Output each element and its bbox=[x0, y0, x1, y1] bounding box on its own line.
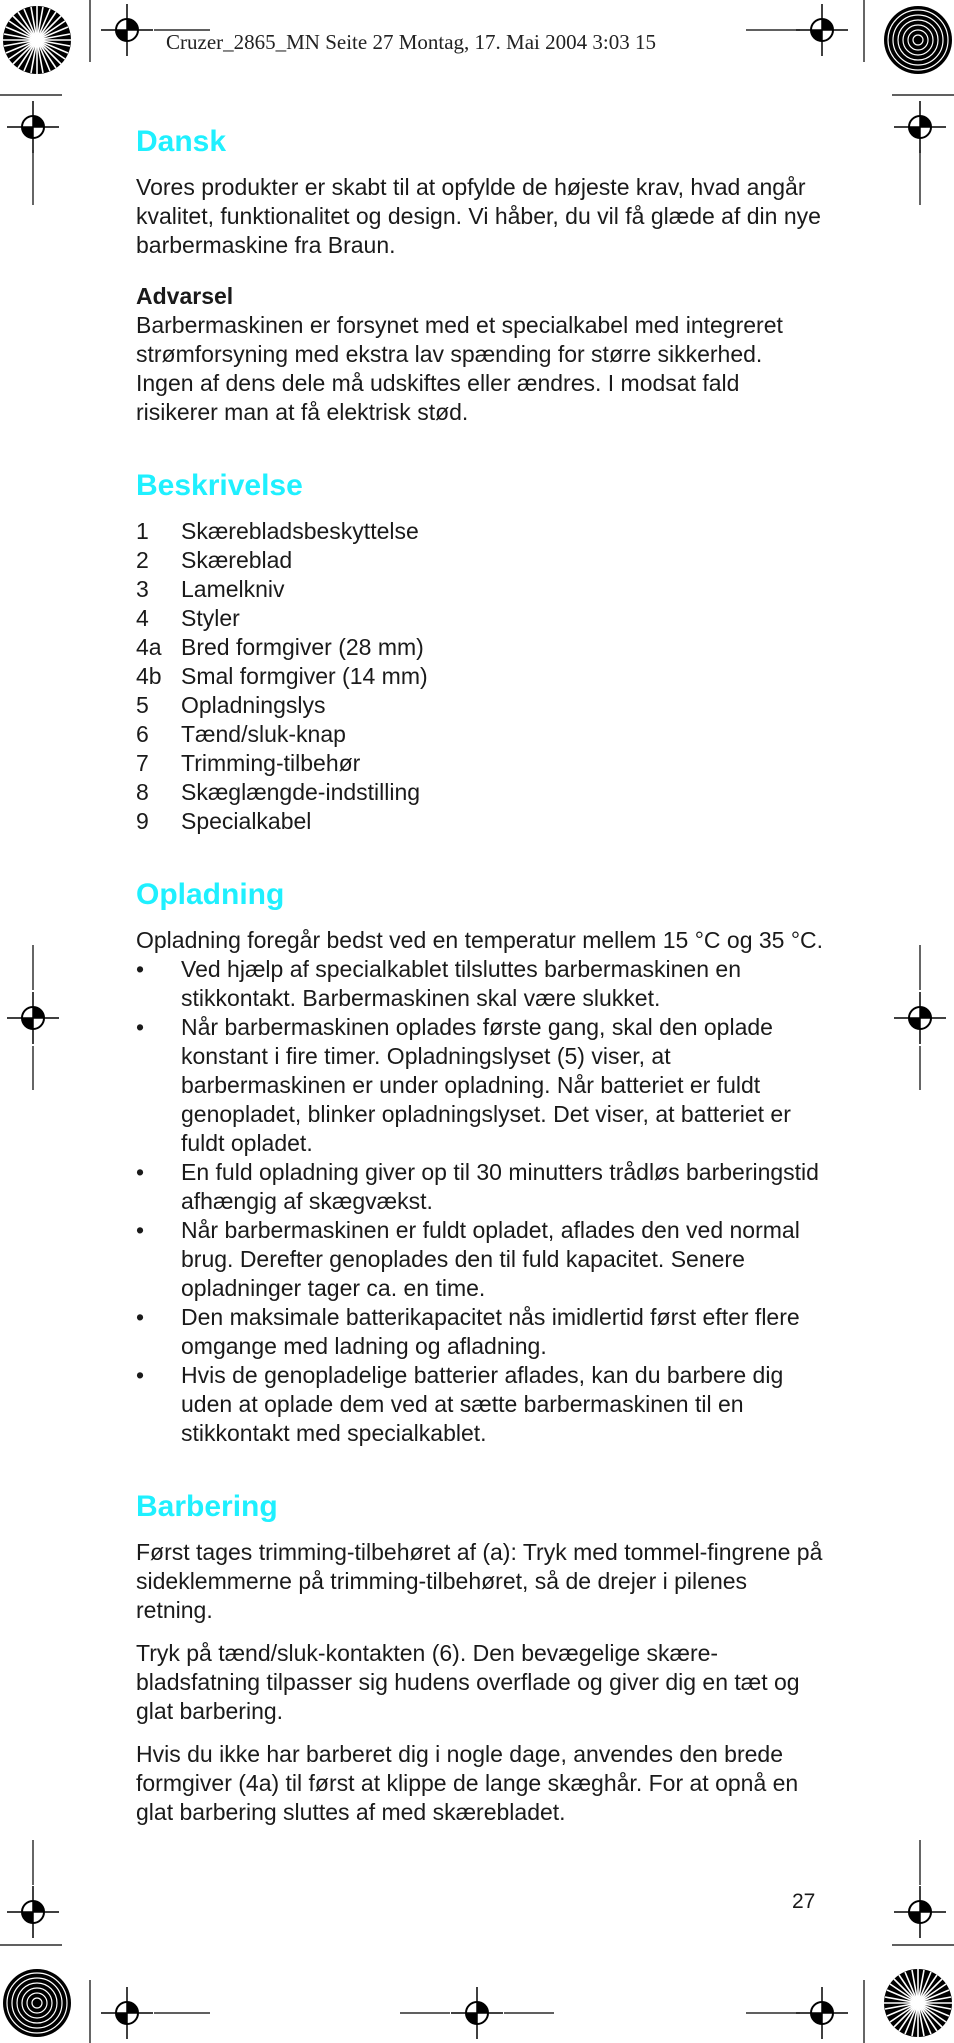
bullet-icon: • bbox=[136, 1217, 145, 1243]
page-number: 27 bbox=[792, 1890, 816, 1913]
item-number: 3 bbox=[136, 576, 149, 602]
item-number: 8 bbox=[136, 779, 149, 805]
item-label: Smal formgiver (14 mm) bbox=[181, 663, 428, 689]
charging-intro: Opladning foregår bedst ved en temperatur mellem 15 °C og 35 °C. bbox=[136, 927, 824, 953]
list-item bbox=[136, 517, 826, 546]
bullet-text: Den maksimale batterikapacitet nås imidlertid først efter flere omgange med ladning og afladning. bbox=[181, 1304, 800, 1359]
bullet-text: Når barbermaskinen er fuldt opladet, aflades den ved normal brug. Derefter genoplades den til fuld kapacitet. Senere opladninger tager ca. en time. bbox=[181, 1217, 800, 1301]
list-item bbox=[136, 720, 826, 749]
bullet-text: En fuld opladning giver op til 30 minutters trådløs barberingstid afhængig af skægvækst. bbox=[181, 1159, 819, 1214]
item-number: 4a bbox=[136, 634, 162, 660]
list-item bbox=[136, 1013, 826, 1158]
intro-paragraph: Vores produkter er skabt til at opfylde de højeste krav, hvad angår kvalitet, funktionalitet og design. Vi håber, du vil få glæde af din nye barbermaskine fra Braun. bbox=[136, 174, 821, 258]
item-number: 4 bbox=[136, 605, 149, 631]
list-item bbox=[136, 807, 826, 836]
list-item bbox=[136, 604, 826, 633]
section-intro bbox=[136, 123, 826, 427]
list-item bbox=[136, 575, 826, 604]
section-title-barbering: Barbering bbox=[136, 1490, 278, 1523]
bullet-text: Ved hjælp af specialkablet tilsluttes barbermaskinen en stikkontakt. Barbermaskinen skal være slukket. bbox=[181, 956, 741, 1011]
bullet-text: Hvis de genopladelige batterier aflades, kan du barbere dig uden at oplade dem ved at sætte barbermaskinen til en stikkontakt med specialkablet. bbox=[181, 1362, 784, 1446]
section-title-beskrivelse: Beskrivelse bbox=[136, 469, 303, 502]
list-item bbox=[136, 1216, 826, 1303]
charging-bullets bbox=[136, 955, 826, 1448]
bullet-icon: • bbox=[136, 1362, 145, 1388]
item-number: 4b bbox=[136, 663, 162, 689]
section-title-dansk: Dansk bbox=[136, 125, 227, 158]
section-charging bbox=[136, 876, 826, 1448]
item-label: Styler bbox=[181, 605, 240, 631]
page-content bbox=[136, 123, 826, 1827]
item-label: Skæglængde-indstilling bbox=[181, 779, 421, 805]
bullet-icon: • bbox=[136, 956, 145, 982]
item-label: Trimming-tilbehør bbox=[181, 750, 361, 776]
item-label: Opladningslys bbox=[181, 692, 326, 718]
item-number: 1 bbox=[136, 518, 149, 544]
bullet-icon: • bbox=[136, 1014, 145, 1040]
list-item bbox=[136, 662, 826, 691]
item-label: Skæreblad bbox=[181, 547, 293, 573]
bullet-icon: • bbox=[136, 1304, 145, 1330]
list-item bbox=[136, 633, 826, 662]
bullet-text: Når barbermaskinen oplades første gang, skal den oplade konstant i fire timer. Opladningslyset (5) viser, at barbermaskinen er under opladning. Når batteriet er fuldt genopladet, blinker opladningslyset. Det viser, at batteriet er fuldt opladet. bbox=[181, 1014, 791, 1156]
item-label: Tænd/sluk-knap bbox=[181, 721, 346, 747]
list-item bbox=[136, 1158, 826, 1216]
print-slug: Cruzer_2865_MN Seite 27 Montag, 17. Mai 2004 3:03 15 bbox=[166, 30, 656, 54]
parts-list bbox=[136, 517, 826, 836]
item-label: Lamelkniv bbox=[181, 576, 285, 602]
item-label: Specialkabel bbox=[181, 808, 312, 834]
item-number: 2 bbox=[136, 547, 149, 573]
bullet-icon: • bbox=[136, 1159, 145, 1185]
item-number: 7 bbox=[136, 750, 149, 776]
list-item bbox=[136, 1361, 826, 1448]
item-number: 9 bbox=[136, 808, 149, 834]
section-shaving bbox=[136, 1488, 826, 1827]
item-number: 5 bbox=[136, 692, 149, 718]
item-label: Bred formgiver (28 mm) bbox=[181, 634, 424, 660]
section-description bbox=[136, 467, 826, 836]
list-item bbox=[136, 691, 826, 720]
list-item bbox=[136, 749, 826, 778]
warning-paragraph: Barbermaskinen er forsynet med et specialkabel med integreret strømforsyning med ekstra lav spænding for større sikkerhed. Ingen af dens dele må udskiftes eller ændres. I modsat fald risikerer man at få elektrisk stød. bbox=[136, 312, 783, 425]
shaving-paragraph-3: Hvis du ikke har barberet dig i nogle dage, anvendes den brede formgiver (4a) til først at klippe de lange skæghår. For at opnå en glat barbering sluttes af med skærebladet. bbox=[136, 1741, 799, 1825]
section-title-opladning: Opladning bbox=[136, 878, 285, 911]
list-item bbox=[136, 955, 826, 1013]
list-item bbox=[136, 546, 826, 575]
list-item bbox=[136, 778, 826, 807]
item-number: 6 bbox=[136, 721, 149, 747]
list-item bbox=[136, 1303, 826, 1361]
warning-title: Advarsel bbox=[136, 283, 234, 309]
shaving-paragraph-1: Først tages trimming-tilbehøret af (a): Tryk med tommel-fingrene på sideklemmerne på trimming-tilbehøret, så de drejer i pilenes retning. bbox=[136, 1539, 823, 1623]
item-label: Skærebladsbeskyttelse bbox=[181, 518, 419, 544]
shaving-paragraph-2: Tryk på tænd/sluk-kontakten (6). Den bevægelige skære-bladsfatning tilpasser sig hudens overflade og giver dig en tæt og glat barbering. bbox=[136, 1640, 800, 1724]
